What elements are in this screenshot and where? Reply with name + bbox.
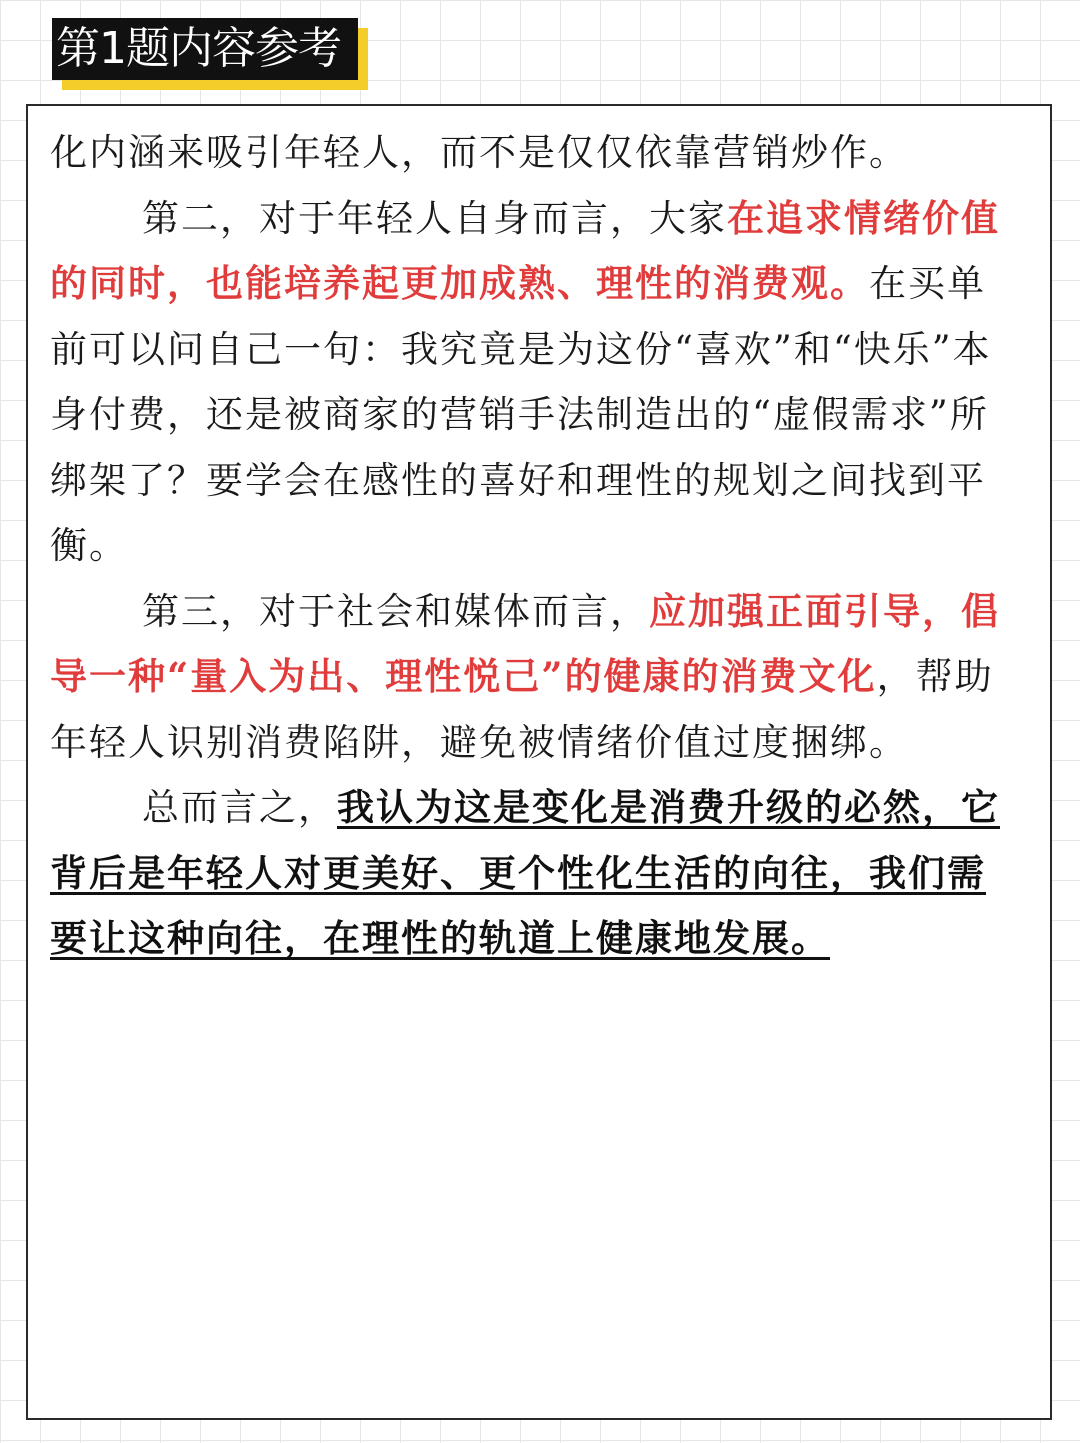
paragraph-3 bbox=[50, 579, 1010, 776]
badge-title: 第1题内容参考 bbox=[52, 18, 358, 80]
paragraph-3-highlight: 应加强正面引导，倡导一种“量入为出、理性悦己”的健康的消费文化 bbox=[50, 588, 1000, 698]
article-body bbox=[50, 120, 1010, 972]
paragraph-1-text: 化内涵来吸引年轻人，而不是仅仅依靠营销炒作。 bbox=[50, 131, 908, 174]
paragraph-2-highlight: 在追求情绪价值的同时，也能培养起更加成熟、理性的消费观。 bbox=[50, 195, 1000, 305]
paragraph-4 bbox=[50, 775, 1010, 972]
paragraph-1 bbox=[50, 120, 1010, 186]
section-badge bbox=[52, 18, 368, 90]
paragraph-3-rest: ，帮助年轻人识别消费陷阱，避免被情绪价值过度捆绑。 bbox=[50, 655, 994, 764]
paragraph-2-rest: 在买单前可以问自己一句：我究竟是为这份“喜欢”和“快乐”本身付费，还是被商家的营销手法制造出的“虚假需求”所绑架了？要学会在感性的喜好和理性的规划之间找到平衡。 bbox=[50, 262, 992, 567]
content-card bbox=[26, 104, 1052, 1420]
paragraph-2-lead: 第二，对于年轻人自身而言，大家 bbox=[142, 196, 727, 240]
paragraph-2 bbox=[50, 186, 1010, 579]
paragraph-3-lead: 第三，对于社会和媒体而言， bbox=[142, 589, 649, 633]
paragraph-4-lead: 总而言之， bbox=[142, 786, 337, 829]
paragraph-4-underlined: 我认为这是变化是消费升级的必然，它背后是年轻人对更美好、更个性化生活的向往，我们需要让这种向往，在理性的轨道上健康地发展。 bbox=[50, 785, 1000, 960]
